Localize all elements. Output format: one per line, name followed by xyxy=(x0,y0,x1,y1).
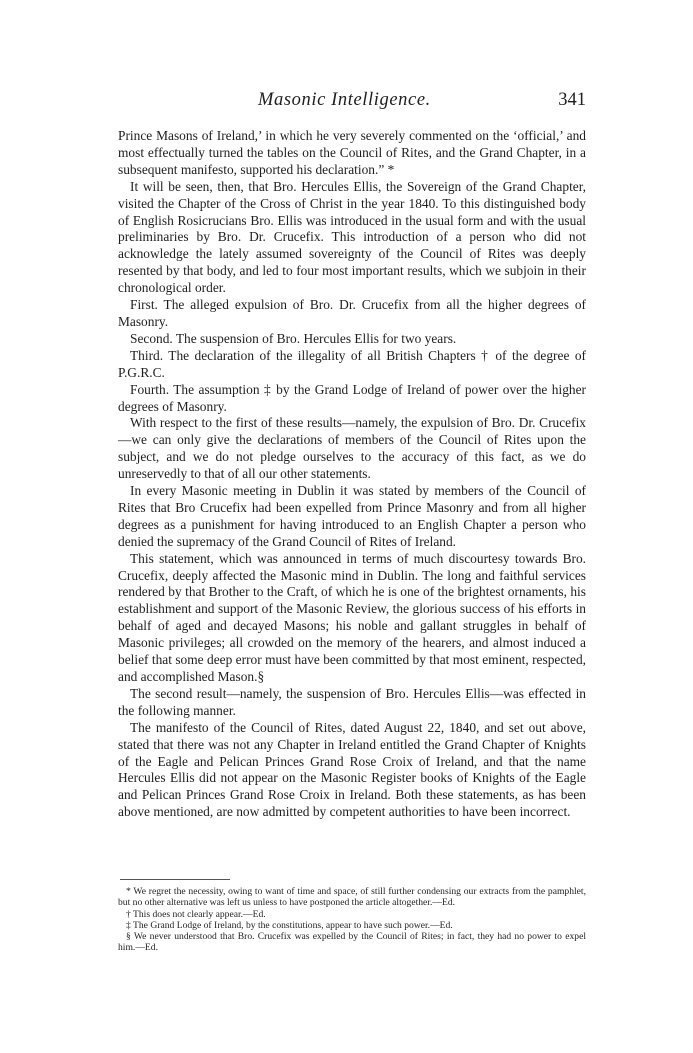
page-number: 341 xyxy=(558,90,586,110)
paragraph: Third. The declaration of the illegality of all British Chapters † of the degree of P.G.R.C. xyxy=(118,347,586,380)
footnote: * We regret the necessity, owing to want of time and space, of still further condensing our extracts from the pamphlet, but no other alternative was left us unless to have postponed the article altogether.—Ed. xyxy=(118,886,586,909)
footnote: † This does not clearly appear.—Ed. xyxy=(126,908,266,920)
footnote-rule xyxy=(120,879,230,880)
paragraph: This statement, which was announced in terms of much discourtesy towards Bro. Crucefix, deeply affected the Masonic mind in Dublin. The long and faithful services rendered by that Brother to the Craft, of which he is one of the brightest ornaments, his establishment and support of the Masonic Review, the glorious success of his efforts in behalf of aged and decayed Masons; his noble and gallant struggles in behalf of Masonic privileges; all crowded on the memory of the hearers, and almost induced a belief that some deep error must have been committed by that most eminent, respected, and accomplished Mason.§ xyxy=(118,550,586,684)
paragraph: It will be seen, then, that Bro. Hercules Ellis, the Sovereign of the Grand Chapter, visited the Chapter of the Cross of Christ in the year 1840. To this distinguished body of English Rosicrucians Bro. Ellis was introduced in the usual form and with the usual preliminaries by Bro. Dr. Crucefix. This introduction of a person who did not acknowledge the lately assumed sovereignty of the Council of Rites was deeply resented by that body, and led to four most important results, which we subjoin in their chronological order. xyxy=(118,178,586,296)
running-title: Masonic Intelligence. xyxy=(258,90,431,110)
footnote: § We never understood that Bro. Crucefix was expelled by the Council of Rites; in fact, they had no power to expel him.—Ed. xyxy=(118,931,586,954)
footnotes xyxy=(118,886,586,954)
paragraph: Second. The suspension of Bro. Hercules Ellis for two years. xyxy=(130,330,457,346)
page-header xyxy=(118,90,586,120)
paragraph: The manifesto of the Council of Rites, dated August 22, 1840, and set out above, stated that there was not any Chapter in Ireland entitled the Grand Chapter of Knights of the Eagle and Pelican Princes Grand Rose Croix of Ireland, and that the name Hercules Ellis did not appear on the Masonic Register books of Knights of the Eagle and Pelican Princes Grand Rose Croix in Ireland. Both these statements, as has been above mentioned, are now admitted by competent authorities to have been incorrect. xyxy=(118,719,586,820)
paragraph: In every Masonic meeting in Dublin it was stated by members of the Council of Rites that Bro Crucefix had been expelled from Prince Masonry and from all higher degrees as a punishment for having introduced to an English Chapter a person who denied the supremacy of the Grand Council of Rites of Ireland. xyxy=(118,483,586,549)
body-text xyxy=(118,128,586,821)
paragraph: Fourth. The assumption ‡ by the Grand Lodge of Ireland of power over the higher degrees of Masonry. xyxy=(118,381,586,414)
paragraph: Prince Masons of Ireland,’ in which he very severely commented on the ‘official,’ and most effectually turned the tables on the Council of Rites, and the Grand Chapter, in a subsequent manifesto, supported his declaration.” * xyxy=(118,128,586,177)
footnote: ‡ The Grand Lodge of Ireland, by the constitutions, appear to have such power.—Ed. xyxy=(126,919,453,931)
paragraph: First. The alleged expulsion of Bro. Dr. Crucefix from all the higher degrees of Masonry. xyxy=(118,297,586,329)
paragraph: With respect to the first of these results—namely, the expulsion of Bro. Dr. Crucefix—we can only give the declarations of members of the Council of Rites upon the subject, and we do not pledge ourselves to the accuracy of this fact, as we do unreservedly to that of all our other statements. xyxy=(118,415,586,482)
paragraph: The second result—namely, the suspension of Bro. Hercules Ellis—was effected in the following manner. xyxy=(118,685,586,718)
